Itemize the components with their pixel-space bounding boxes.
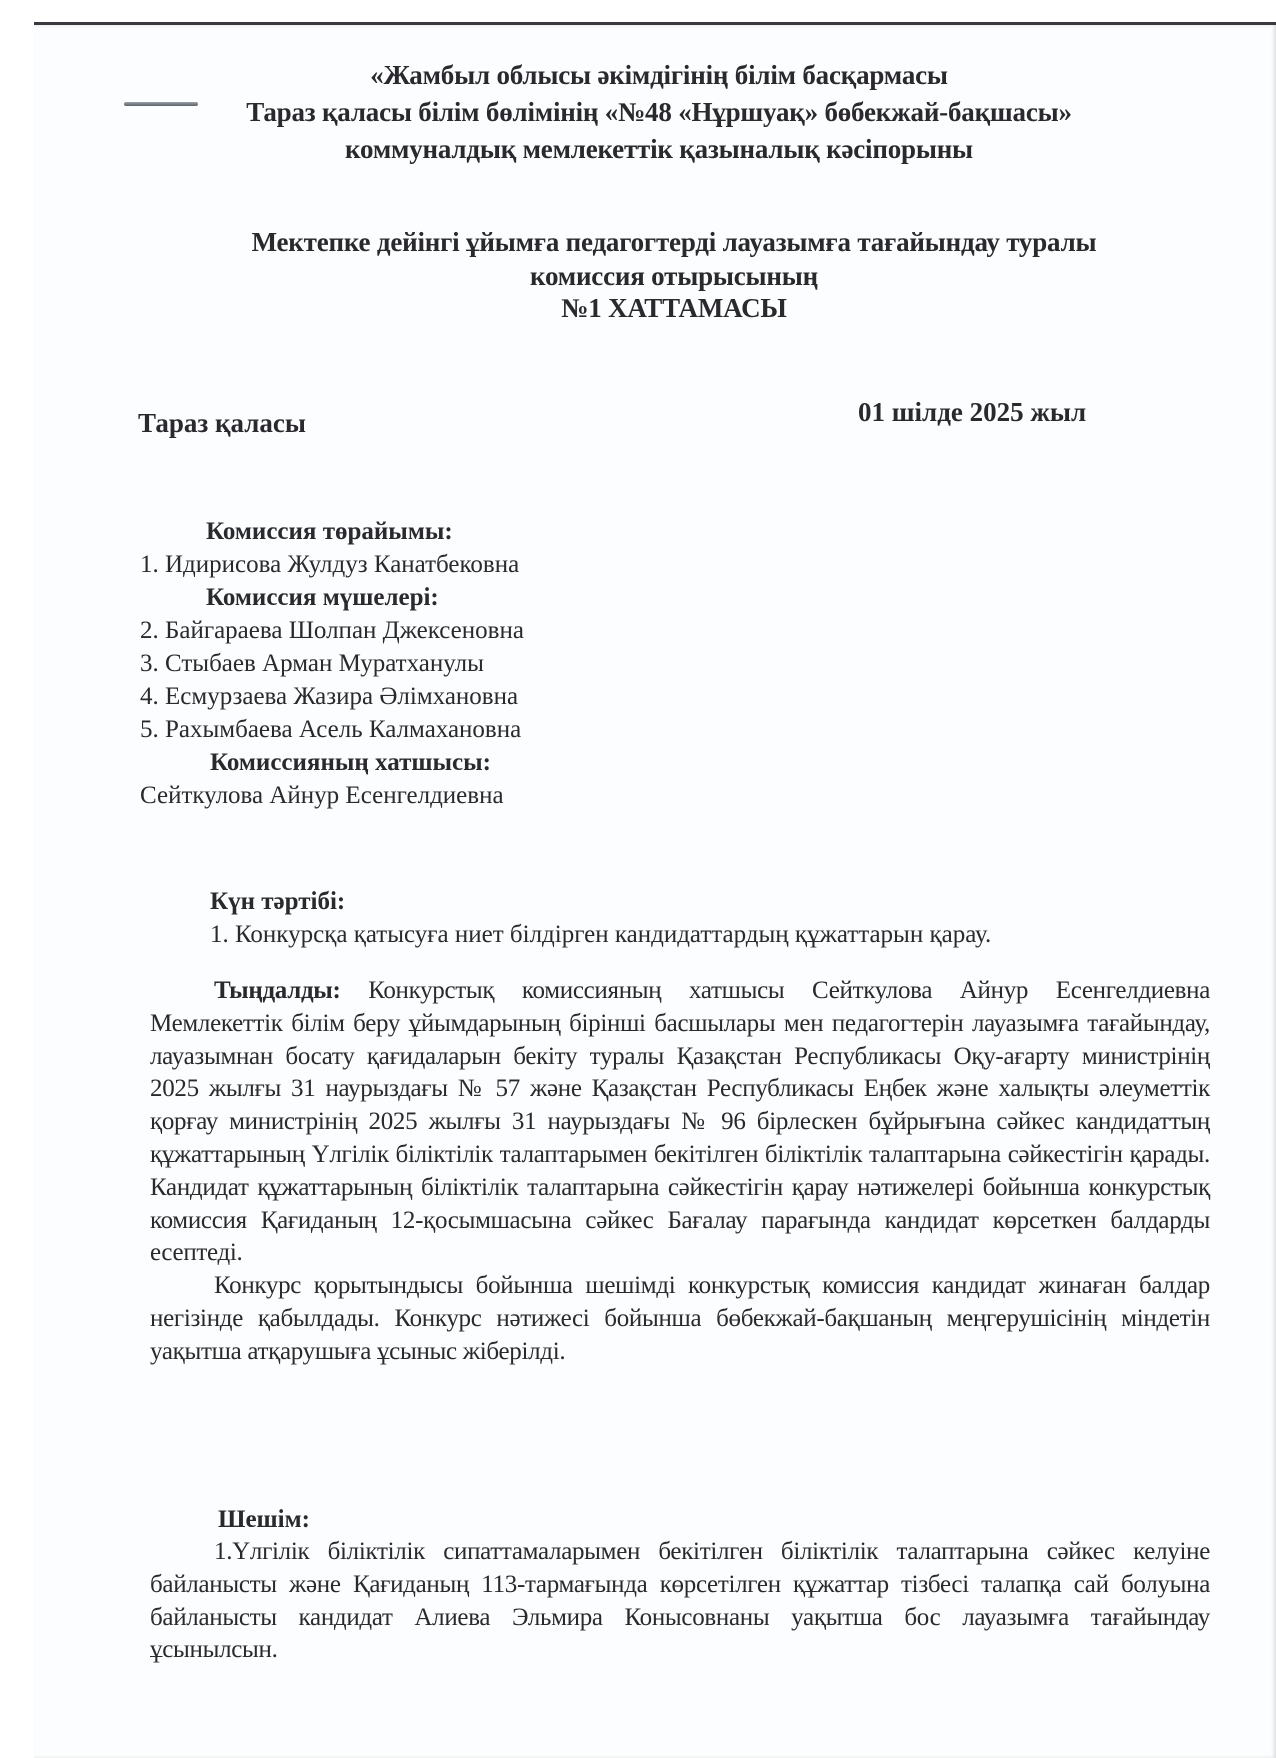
conclusion-paragraph: Конкурс қорытындысы бойынша шешімді конкурстық комиссия кандидат жинаған балдар негізінде қабылдады. Конкурс нәтижесі бойынша бөбекжай-бақшаның меңгерушісінің міндетін уақытша атқарушыға ұсыныс жіберілді. <box>150 1272 1210 1365</box>
decision-heading: Шешім: <box>218 1506 310 1533</box>
agenda-block <box>210 885 1210 951</box>
member-item: 2. Байгараева Шолпан Джексеновна <box>140 617 524 644</box>
heard-paragraph <box>150 975 1210 1270</box>
agenda-item: 1. Конкурсқа қатысуға ниет білдірген кандидаттардың құжаттарын қарау. <box>210 921 992 948</box>
decision-block <box>150 1503 1210 1667</box>
members-heading: Комиссия мүшелері: <box>206 584 439 611</box>
date-label: 01 шілде 2025 жыл <box>858 397 1087 427</box>
secretary-name: Сейткулова Айнур Есенгелдиевна <box>140 782 504 809</box>
chair-heading: Комиссия төрайымы: <box>206 518 453 545</box>
org-line-1: «Жамбыл облысы әкімдігінің білім басқармасы <box>370 60 948 90</box>
heard-block <box>150 975 1210 1369</box>
decision-item: 1.Үлгілік біліктілік сипаттамаларымен бекітілген біліктілік талаптарына сәйкес келуіне байланысты және Қағиданың 113-тармағында көрсетілген құжаттар тізбесі талапқа сай болуына байланысты кандидат Алиева Эльмира Конысовнаны уақытша бос лауазымға тағайындау ұсынылсын. <box>150 1538 1210 1664</box>
document-title <box>174 223 1174 325</box>
heard-text: Конкурстық комиссияның хатшысы Сейткулова Айнур Есенгелдиевна Мемлекеттік білім беру ұйымдарының бірінші басшылары мен педагогтерін лауазымға тағайындау, лауазымнан босату қағидаларын бекіту туралы Қазақстан Республикасы Оқу-ағарту министрінің 2025 жылғы 31 наурыздағы № 57 және Қазақстан Республикасы Еңбек және халықты әлеуметтік қорғау министрінің 2025 жылғы 31 наурыздағы № 96 бірлескен бұйрығына сәйкес кандидаттың құжаттарының Үлгілік біліктілік талаптарымен бекітілген біліктілік талаптарына сәйкестігін қарады. Кандидат құжаттарының біліктілік талаптарына сәйкестігін қарау нәтижелері бойынша конкурстық комиссия Қағиданың 12-қосымшасына сәйкес Бағалау парағында кандидат көрсеткен балдарды есептеді. <box>150 977 1210 1267</box>
member-item: 4. Есмурзаева Жазира Әлімхановна <box>140 683 519 710</box>
title-line-1: Мектепке дейінгі ұйымға педагогтерді лауазымға тағайындау туралы <box>251 227 1097 257</box>
agenda-heading: Күн тәртібі: <box>210 888 346 915</box>
chair-name: 1. Идирисова Жулдуз Канатбековна <box>140 551 520 578</box>
organization-header <box>234 57 1084 168</box>
commission-block <box>140 515 740 812</box>
title-line-2: комиссия отырысының <box>529 261 819 291</box>
member-item: 3. Стыбаев Арман Муратханулы <box>140 650 484 677</box>
title-line-3: №1 ХАТТАМАСЫ <box>561 293 787 323</box>
heard-label: Тыңдалды: <box>214 977 341 1004</box>
document-page <box>34 22 1276 1758</box>
secretary-heading: Комиссияның хатшысы: <box>210 749 491 776</box>
staple-mark <box>124 102 198 106</box>
member-item: 5. Рахымбаева Асель Калмахановна <box>140 716 522 743</box>
org-line-2: Тараз қаласы білім бөлімінің «№48 «Нұршуақ» бөбекжай-бақшасы» <box>246 97 1072 127</box>
city-label: Тараз қаласы <box>138 408 306 438</box>
org-line-3: коммуналдық мемлекеттік қазыналық кәсіпорыны <box>345 134 973 164</box>
